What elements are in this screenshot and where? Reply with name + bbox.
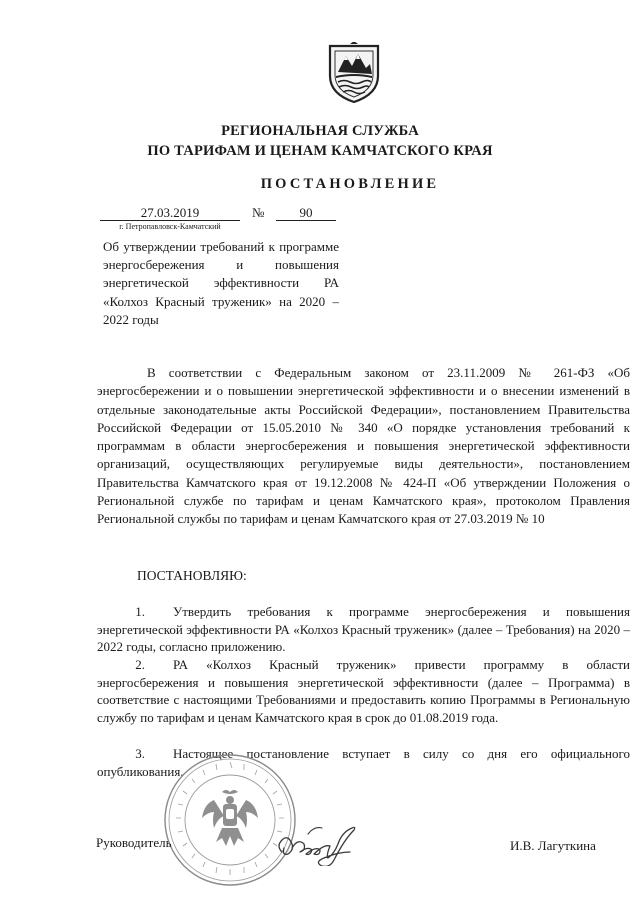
coat-of-arms-icon (326, 42, 382, 104)
list-item-text: РА «Колхоз Красный труженик» привести программу в области энергосбережения и повышения энергетической эффективности (далее – Программа) в соответствие с настоящими Требованиями и предоставить копию Программы в Региональную службу по тарифам и ценам Камчатского края в срок до 01.08.2019 года. (97, 657, 630, 725)
document-date: 27.03.2019 (100, 205, 240, 221)
list-item-number: 1. (135, 604, 145, 619)
list-item-text: Настоящее постановление вступает в силу со дня его официального опубликования. (97, 746, 630, 779)
document-city: г. Петропавловск-Камчатский (119, 222, 221, 231)
handwritten-signature-icon (268, 818, 380, 866)
list-item (97, 603, 630, 656)
list-item (97, 656, 630, 726)
organization-name-line1: РЕГИОНАЛЬНАЯ СЛУЖБА (221, 123, 419, 139)
list-item-number: 3. (135, 746, 145, 761)
list-item-text: Утвердить требования к программе энергосбережения и повышения энергетической эффективности РА «Колхоз Красный труженик» (далее – Требования) на 2020 – 2022 годы, согласно приложению. (97, 604, 630, 655)
preamble-paragraph: В соответствии с Федеральным законом от 23.11.2009 № 261-ФЗ «Об энергосбережении и о повышении энергетической эффективности и о внесении изменений в отдельные законодательные акты Российской Федерации», постановлением Правительства Российской Федерации от 15.05.2010 № 340 «О порядке установления требований к программам в области энергосбережения и повышения энергетической эффективности организаций, осуществляющих регулируемые виды деятельности», постановлением Правительства Камчатского края от 19.12.2008 № 424-П «Об утверждении Положения о Региональной службе по тарифам и ценам Камчатского края», протоколом Правления Региональной службы по тарифам и ценам Камчатского края от 27.03.2019 № 10 (97, 365, 630, 527)
document-subject: Об утверждении требований к программе энергосбережения и повышения энергетической эффективности РА «Колхоз Красный труженик» на 2020 – 2022 годы (103, 239, 339, 327)
signatory-role: Руководитель (96, 835, 172, 850)
signatory-name: И.В. Лагуткина (510, 838, 596, 853)
resolve-heading: ПОСТАНОВЛЯЮ: (137, 568, 247, 583)
document-number-label: № (252, 205, 265, 220)
list-item-number: 2. (135, 657, 145, 672)
document-type: ПОСТАНОВЛЕНИЕ (260, 176, 440, 192)
document-number: 90 (276, 205, 336, 221)
organization-name-line2: ПО ТАРИФАМ И ЦЕНАМ КАМЧАТСКОГО КРАЯ (147, 143, 493, 159)
